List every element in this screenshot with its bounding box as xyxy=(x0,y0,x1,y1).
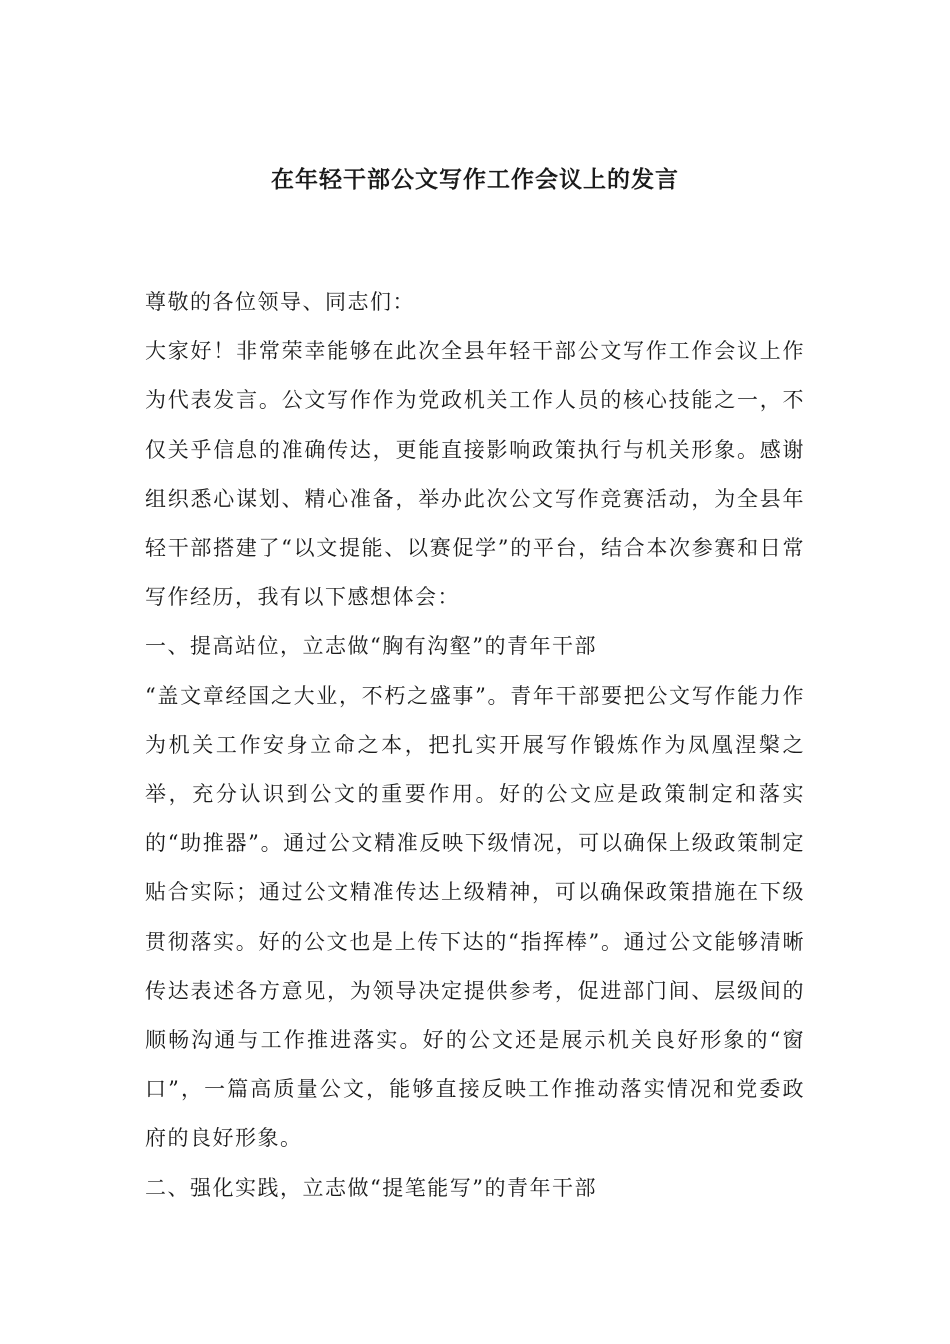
section-heading-2: 二、强化实践，立志做“提笔能写”的青年干部 xyxy=(145,1175,597,1200)
document-title: 在年轻干部公文写作工作会议上的发言 xyxy=(271,166,679,193)
salutation: 尊敬的各位领导、同志们： xyxy=(145,290,415,314)
section-1-paragraph: “盖文章经国之大业，不朽之盛事”。青年干部要把公文写作能力作为机关工作安身立命之本，把扎实开展写作锻炼作为凤凰涅槃之举，充分认识到公文的重要作用。好的公文应是政策制定和落实的“助推器”。通过公文精准反映下级情况，可以确保上级政策制定贴合实际；通过公文精准传达上级精神，可以确保政策措施在下级贯彻落实。好的公文也是上传下达的“指挥棒”。通过公文能够清晰传达表述各方意见，为领导决定提供参考，促进部门间、层级间的顺畅沟通与工作推进落实。好的公文还是展示机关良好形象的“窗口”，一篇高质量公文，能够直接反映工作推动落实情况和党委政府的良好形象。 xyxy=(145,683,805,1151)
opening-paragraph: 大家好！非常荣幸能够在此次全县年轻干部公文写作工作会议上作为代表发言。公文写作作为党政机关工作人员的核心技能之一，不仅关乎信息的准确传达，更能直接影响政策执行与机关形象。感谢组织悉心谋划、精心准备，举办此次公文写作竞赛活动，为全县年轻干部搭建了“以文提能、以赛促学”的平台，结合本次参赛和日常写作经历，我有以下感想体会： xyxy=(145,339,805,610)
document-body xyxy=(145,278,805,1213)
section-heading-1: 一、提高站位，立志做“胸有沟壑”的青年干部 xyxy=(145,634,597,659)
